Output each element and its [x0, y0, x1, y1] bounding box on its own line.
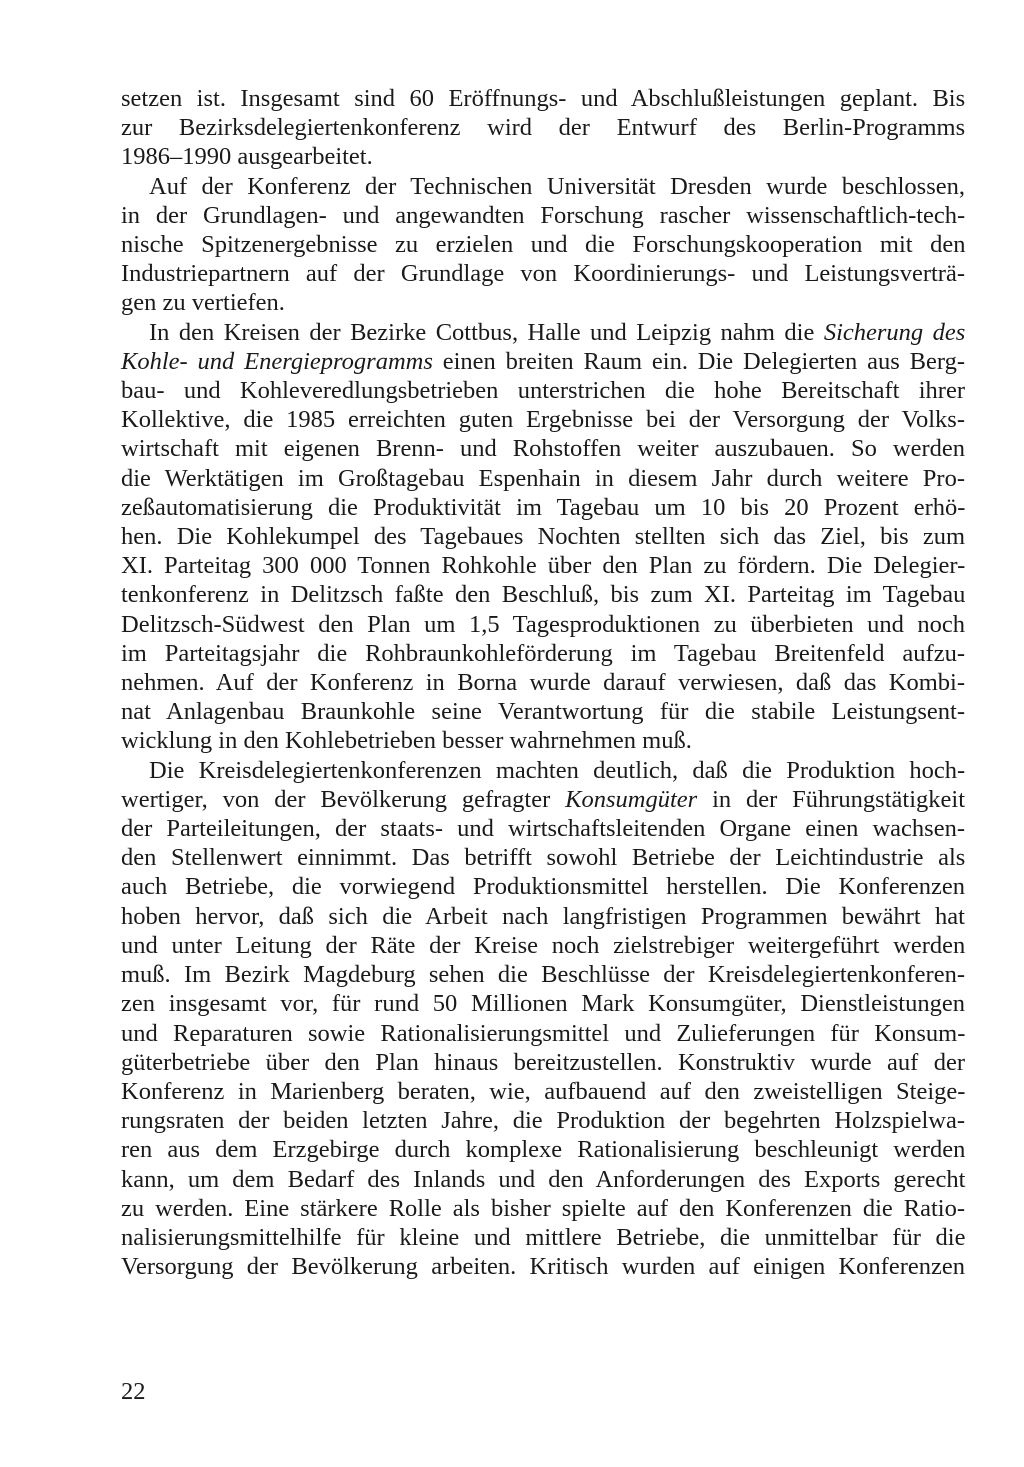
text-line: zeßautomatisierung die Produktivität im Tagebau um 10 bis 20 Prozent erhö- [121, 493, 966, 521]
text-line: XI. Parteitag 300 000 Tonnen Rohkohle über den Plan zu fördern. Die Delegier- [121, 552, 966, 580]
text-line: nalisierungsmittelhilfe für kleine und mittlere Betriebe, die unmittelbar für die [121, 1223, 966, 1251]
paragraph-4 [121, 756, 965, 1282]
text-line: zur Bezirksdelegiertenkonferenz wird der Entwurf des Berlin-Programms [121, 114, 966, 142]
text-line: wirtschaft mit eigenen Brenn- und Rohstoffen weiter auszubauen. So werden [121, 435, 965, 463]
text-line: Auf der Konferenz der Technischen Universität Dresden wurde beschlossen, [149, 172, 965, 200]
text-run: einen breiten Raum ein. Die Delegierten aus Berg- [432, 347, 965, 375]
text-line: rungsraten der beiden letzten Jahre, die Produktion der begehrten Holzspielwa- [121, 1107, 965, 1135]
text-line: nische Spitzenergebnisse zu erzielen und die Forschungskooperation mit den [121, 231, 966, 259]
text-line: zu werden. Eine stärkere Rolle als bisher spielte auf den Konferenzen die Ratio- [121, 1194, 965, 1222]
text-line: den Stellenwert einnimmt. Das betrifft sowohl Betriebe der Leichtindustrie als [121, 844, 966, 872]
text-line: tenkonferenz in Delitzsch faßte den Beschluß, bis zum XI. Parteitag im Tagebau [121, 581, 966, 609]
text-line [121, 785, 965, 814]
text-line: Delitzsch-Südwest den Plan um 1,5 Tagesproduktionen zu überbieten und noch [121, 610, 965, 638]
emphasis-run: Konsumgüter [565, 785, 698, 813]
text-run: wertiger, von der Bevölkerung gefragter [121, 785, 566, 813]
text-line: muß. Im Bezirk Magdeburg sehen die Beschlüsse der Kreisdelegiertenkonferen- [121, 961, 965, 989]
text-line: nehmen. Auf der Konferenz in Borna wurde darauf verwiesen, daß das Kombi- [121, 669, 965, 697]
text-line: 1986–1990 ausgearbeitet. [121, 143, 373, 171]
text-line: gen zu vertiefen. [121, 289, 285, 317]
paragraph-2 [121, 172, 965, 318]
text-run: in der Führungstätigkeit [697, 785, 966, 813]
emphasis-run: Kohle- und Energieprogramms [121, 347, 433, 375]
text-line: kann, um dem Bedarf des Inlands und den Anforderungen des Exports gerecht [121, 1165, 966, 1193]
text-line: hoben hervor, daß sich die Arbeit nach langfristigen Programmen bewährt hat [121, 902, 965, 930]
text-line: der Parteileitungen, der staats- und wirtschaftsleitenden Organe einen wachsen- [121, 815, 965, 843]
text-line: Kollektive, die 1985 erreichten guten Ergebnisse bei der Versorgung der Volks- [121, 406, 965, 434]
text-line [121, 347, 965, 376]
paragraph-3 [121, 318, 965, 756]
text-line: zen insgesamt vor, für rund 50 Millionen Mark Konsumgüter, Dienstleistungen [121, 990, 965, 1018]
emphasis-run: Sicherung des [823, 318, 966, 346]
text-run: In den Kreisen der Bezirke Cottbus, Halle und Leipzig nahm die [149, 318, 824, 346]
text-line: Industriepartnern auf der Grundlage von Koordinierungs- und Leistungsverträ- [121, 260, 965, 288]
text-line: bau- und Kohleveredlungsbetrieben unterstrichen die hohe Bereitschaft ihrer [121, 377, 965, 405]
text-line: auch Betriebe, die vorwiegend Produktionsmittel herstellen. Die Konferenzen [121, 873, 965, 901]
text-line: Versorgung der Bevölkerung arbeiten. Kritisch wurden auf einigen Konferenzen [121, 1253, 965, 1281]
text-line: und unter Leitung der Räte der Kreise noch zielstrebiger weitergeführt werden [121, 931, 966, 959]
text-line: und Reparaturen sowie Rationalisierungsmittel und Zulieferungen für Konsum- [121, 1019, 966, 1047]
page-number: 22 [121, 1378, 146, 1405]
text-line: in der Grundlagen- und angewandten Forschung rascher wissenschaftlich-tech- [121, 201, 966, 229]
text-line: im Parteitagsjahr die Rohbraunkohleförderung im Tagebau Breitenfeld aufzu- [121, 639, 965, 667]
text-line: nat Anlagenbau Braunkohle seine Verantwortung für die stabile Leistungsent- [121, 698, 965, 726]
text-line: setzen ist. Insgesamt sind 60 Eröffnungs- und Abschlußleistungen geplant. Bis [121, 85, 966, 112]
text-line [121, 318, 965, 347]
text-line: ren aus dem Erzgebirge durch komplexe Rationalisierung beschleunigt werden [121, 1136, 966, 1164]
paragraph-1 [121, 84, 965, 172]
text-line: hen. Die Kohlekumpel des Tagebaues Nochten stellten sich das Ziel, bis zum [121, 523, 966, 551]
text-line: Die Kreisdelegiertenkonferenzen machten deutlich, daß die Produktion hoch- [149, 756, 966, 784]
text-line: güterbetriebe über den Plan hinaus bereitzustellen. Konstruktiv wurde auf der [121, 1048, 965, 1076]
document-body [121, 84, 965, 1281]
text-line: Konferenz in Marienberg beraten, wie, aufbauend auf den zweistelligen Steige- [121, 1077, 966, 1105]
text-line: wicklung in den Kohlebetrieben besser wahrnehmen muß. [121, 727, 692, 755]
text-line: die Werktätigen im Großtagebau Espenhain in diesem Jahr durch weitere Pro- [121, 464, 965, 492]
